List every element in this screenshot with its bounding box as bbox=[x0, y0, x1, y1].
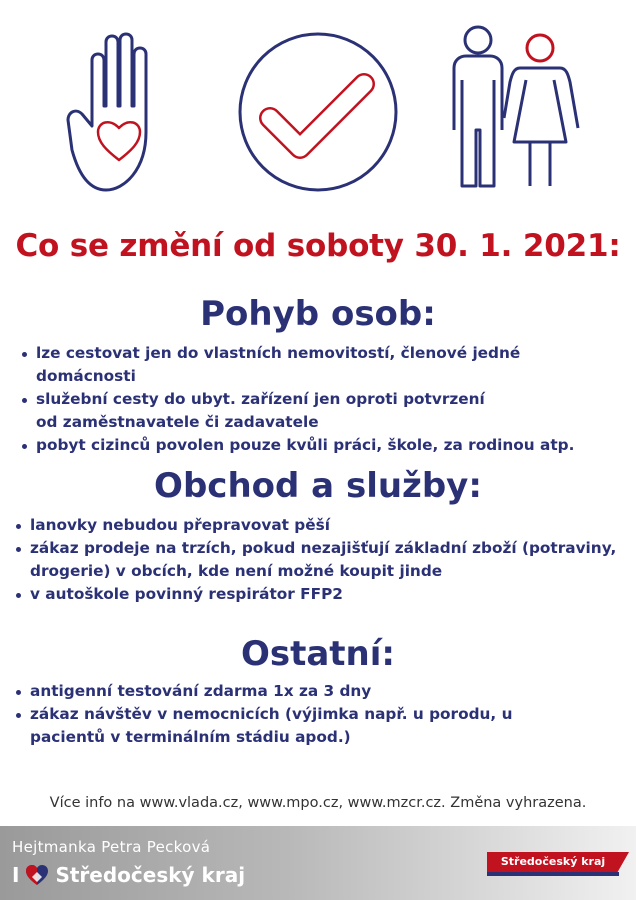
man-woman-icon bbox=[440, 20, 590, 192]
list-item: pobyt cizinců povolen pouze kvůli práci, škole, za rodinou atp. bbox=[22, 434, 622, 457]
headline: Co se změní od soboty 30. 1. 2021: bbox=[15, 228, 621, 264]
i-love-kraj-logo bbox=[12, 862, 245, 888]
badge-label: Středočeský kraj bbox=[500, 855, 606, 868]
love-i-letter: I bbox=[12, 863, 20, 887]
heart-icon bbox=[25, 864, 49, 886]
list-item: zákaz návštěv v nemocnicích (výjimka např. u porodu, u pacientů v terminálním stádiu apod.) bbox=[16, 703, 590, 749]
badge-blue-band bbox=[487, 872, 619, 876]
bullet-list-obchod-a-sluzby bbox=[16, 514, 626, 606]
stredocesky-kraj-badge bbox=[487, 852, 629, 876]
section-title-ostatni: Ostatní: bbox=[240, 634, 396, 674]
icon-row bbox=[0, 14, 636, 194]
list-item: v autoškole povinný respirátor FFP2 bbox=[16, 583, 626, 606]
list-item: lze cestovat jen do vlastních nemovitostí, členové jedné domácnosti bbox=[22, 342, 622, 388]
section-title-pohyb-osob: Pohyb osob: bbox=[200, 294, 436, 334]
bullet-list-pohyb-osob bbox=[22, 342, 622, 457]
checkmark-circle-icon bbox=[236, 30, 400, 194]
list-item: antigenní testování zdarma 1x za 3 dny bbox=[16, 680, 616, 703]
hejtmanka-name: Hejtmanka Petra Pecková bbox=[12, 838, 211, 856]
love-kraj-text: Středočeský kraj bbox=[55, 863, 246, 887]
list-item: zákaz prodeje na trzích, pokud nezajišťují základní zboží (potraviny, drogerie) v obcích, kde není možné koupit jinde bbox=[16, 537, 620, 583]
section-title-obchod-a-sluzby: Obchod a služby: bbox=[154, 466, 482, 506]
bullet-list-ostatni bbox=[16, 680, 616, 749]
hand-heart-icon bbox=[62, 22, 174, 194]
footer-bar bbox=[0, 826, 636, 900]
list-item: služební cesty do ubyt. zařízení jen oproti potvrzení od zaměstnavatele či zadavatele bbox=[22, 388, 506, 434]
list-item: lanovky nebudou přepravovat pěší bbox=[16, 514, 626, 537]
footer-note: Více info na www.vlada.cz, www.mpo.cz, www.mzcr.cz. Změna vyhrazena. bbox=[49, 795, 587, 811]
